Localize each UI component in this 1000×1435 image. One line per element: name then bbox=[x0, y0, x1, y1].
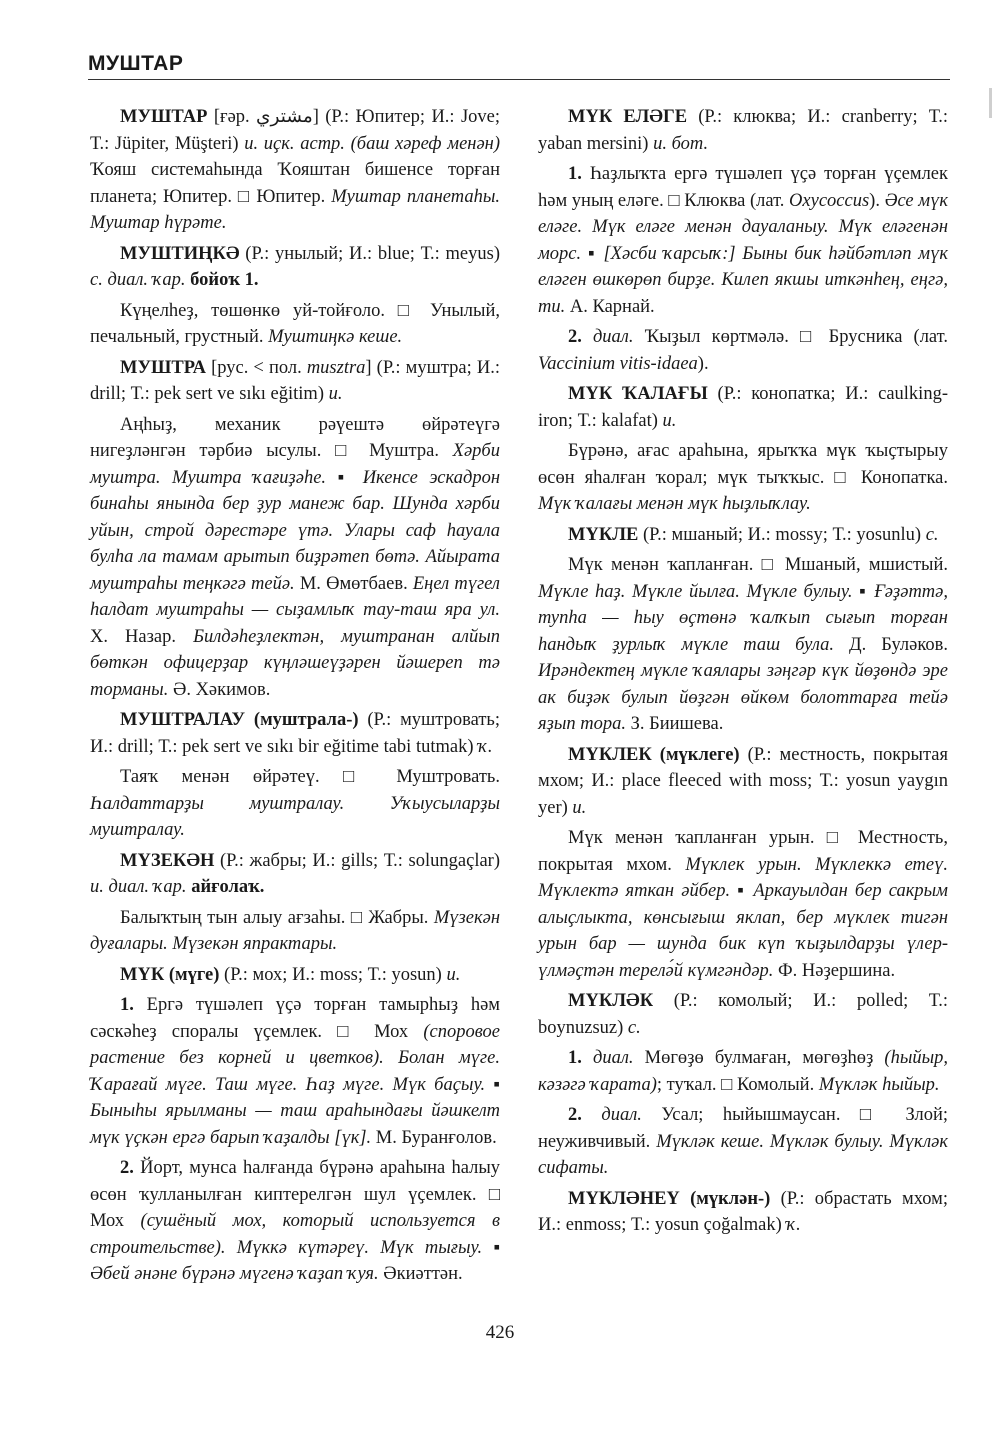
definition: Балыҡтың тын алыу ағзаһы. □ Жабры. bbox=[120, 907, 434, 928]
example: Еңел түгел һалдат муштраһы — сыҙамлыҡ тау-таш яра ул. bbox=[90, 573, 500, 620]
entry-meta: (Р.: комолый; И.: polled; Т.: boynuzsuz) bbox=[538, 991, 948, 1038]
definition: Мүк менән ҡапланған урын. □ Местность, покрытая мхом. bbox=[538, 828, 948, 875]
sense-number: 2. bbox=[568, 1105, 582, 1125]
latin-name: Vaccinium vitis-idaea bbox=[538, 353, 698, 374]
usage-note: (һыйыр, кәзәгә ҡарата) bbox=[538, 1048, 948, 1095]
grammar-label: и. bbox=[572, 797, 587, 818]
sense bbox=[538, 825, 948, 984]
definition: Бүрәнә, ағас араһына, ярыҡҡа мүк ҡыҫтырыу өсөн яһалған ҡорал; мүк тыҡҡыс. □ Конопатка. bbox=[538, 441, 948, 488]
definition: Һаҙлыҡта ергә түшәлеп үҫә торған үҫемлек һәм уның еләге. □ Клюква (лат. bbox=[538, 164, 948, 211]
entry-muk bbox=[90, 962, 500, 989]
source: Д. Буләков. bbox=[834, 634, 949, 655]
entry-meta: [ғәр. مشتري] (Р.: Юпитер; И.: Jove; Т.: Jüpiter, Müşteri) bbox=[90, 107, 500, 154]
entry-meta: (Р.: унылый; И.: blue; Т.: meyus) bbox=[239, 243, 500, 264]
example: Мүзекән дуғалары. Мүзекән япрактары. bbox=[90, 907, 500, 954]
cross-reference: бойоҡ 1. bbox=[185, 270, 259, 290]
example: Муштиңкә кеше. bbox=[268, 327, 403, 347]
entry-meta: (Р.: жабры; И.: gills; Т.: solungaçlar) bbox=[214, 850, 500, 871]
page-number: 426 bbox=[485, 1322, 515, 1343]
definition: Күңелһеҙ, төшөнкө уй-тойғоло. □ Унылый, печальный, грустный. bbox=[90, 300, 500, 347]
sense bbox=[90, 298, 500, 351]
grammar-label: ҡ. bbox=[786, 1215, 801, 1235]
entry-meta: ] (Р.: муштра; И.: drill; Т.: pek sert ve sıkı eğitim) bbox=[90, 357, 500, 404]
cross-reference: айғолаҡ. bbox=[186, 877, 265, 897]
entry-mushtinke bbox=[90, 241, 500, 294]
entry-mushtar bbox=[90, 104, 500, 237]
entry-muzeken bbox=[90, 848, 500, 901]
headword: МУШТАР bbox=[120, 107, 208, 127]
entry-mushtralau bbox=[90, 707, 500, 760]
entry-meta: (Р.: клюква; И.: cranberry; Т.: yaban mersini) bbox=[538, 107, 948, 154]
grammar-label: и. диал. ҡар. bbox=[90, 877, 187, 897]
sense-number: 1. bbox=[568, 1048, 582, 1068]
headword: МҮК (мүге) bbox=[120, 964, 220, 985]
sense-2 bbox=[538, 1102, 948, 1182]
definition: Ҡыҙыл көртмәлә. □ Брусника (лат. bbox=[633, 327, 948, 347]
grammar-label: и. бот. bbox=[653, 133, 709, 154]
example: Муштар планетаһы. Муштар һүрәте. bbox=[90, 186, 501, 233]
sense-1 bbox=[538, 1045, 948, 1098]
entry-mushtra bbox=[90, 355, 500, 408]
example: Мүк ҡалағы менән мүк һыҙлыҡлау. bbox=[538, 494, 811, 514]
grammar-label: ҡ. bbox=[478, 736, 493, 757]
left-column bbox=[90, 104, 500, 1292]
headword: МҮК ЕЛӘГЕ bbox=[568, 107, 688, 127]
definition: Мөгөҙө булмаған, мөгөҙһөҙ bbox=[633, 1048, 885, 1068]
example: Мүкләк һыйыр. bbox=[818, 1074, 940, 1095]
example: Мүкләк кеше. Мүкләк булыу. Мүкләк сифаты. bbox=[538, 1131, 948, 1178]
grammar-label: с. диал. ҡар. bbox=[90, 270, 186, 290]
latin-name: Oxycoccus bbox=[789, 190, 870, 211]
headword: МУШТРАЛАУ (муштрала-) bbox=[120, 710, 359, 730]
grammar-label: с. bbox=[925, 524, 939, 545]
entry-meta: [рус. < пол. bbox=[206, 357, 307, 378]
source: Х. Назар. bbox=[90, 626, 194, 647]
example: Һалдаттарҙы муштралау. Уҡыусыларҙы муштралау. bbox=[90, 793, 500, 840]
usage-note: (баш хәреф менән) bbox=[350, 133, 501, 154]
sense bbox=[90, 764, 500, 844]
example: Болан мүге. Ҡарағай мүге. Таш мүге. Һаҙ мүге. Мүк баҫыу. ▪ Быныһы ярылманы — таш араһындағы йәшкелт мүк үҫкән ергә барып ҡаҙалды [үк]. bbox=[90, 1048, 500, 1148]
grammar-label: с. bbox=[627, 1017, 641, 1038]
sense-2 bbox=[538, 324, 948, 377]
headword: МҮКЛЕК (мүклеге) bbox=[568, 744, 740, 765]
grammar-label: и. bbox=[662, 410, 677, 431]
headword: МҮКЛӘНЕҮ (мүклән-) bbox=[568, 1188, 771, 1209]
sense bbox=[538, 552, 948, 738]
entry-muk-kalagy bbox=[538, 381, 948, 434]
entry-muklek-polled bbox=[538, 988, 948, 1041]
definition: Усал; һыйышмаусан. □ Злой; неуживчивый. bbox=[538, 1105, 948, 1152]
headword: МҮКЛӘК bbox=[568, 991, 654, 1011]
header-rule bbox=[88, 79, 950, 80]
sense-1 bbox=[538, 161, 948, 320]
headword: МУШТРА bbox=[120, 357, 206, 378]
sense-number: 2. bbox=[568, 327, 582, 347]
definition: ; туҡал. □ Комолый. bbox=[656, 1074, 819, 1095]
sense bbox=[538, 438, 948, 518]
definition: ). bbox=[697, 353, 709, 374]
entry-muklek bbox=[538, 742, 948, 822]
usage-note: (сушёный мох, который используется в строительстве). bbox=[90, 1211, 500, 1258]
example: Билдәһеҙлектән, муштранан алйып бөткән офицерҙар күңләшеүҙәрен йәшереп тә торманы. bbox=[90, 626, 500, 700]
definition: Ергә түшәлеп үҫә торған тамырһыҙ һәм сәскәһеҙ споралы үҫемлек. □ Мох bbox=[90, 995, 500, 1042]
entry-muklenew bbox=[538, 1186, 948, 1239]
example: Ирәндектең мүкле ҡаялары зәңгәр күк йөҙөндә эре ак биҙәк булып йөҙгән өйкөм болоттарға тейә яҙып тора. bbox=[538, 661, 948, 734]
source: М. Буранғолов. bbox=[371, 1127, 497, 1148]
sense-2 bbox=[90, 1155, 500, 1288]
source: А. Карнай. bbox=[565, 296, 655, 317]
sense-number: 1. bbox=[568, 164, 582, 184]
sense bbox=[90, 905, 500, 958]
example: Мүккә күтәреү. Мүк тығыу. ▪ Әбей әнәне бүрәнә мүгенә ҡаҙап ҡуя. bbox=[90, 1237, 500, 1284]
source: Ф. Нәҙершина. bbox=[773, 960, 896, 981]
entry-mukle bbox=[538, 522, 948, 549]
grammar-label: и. bbox=[446, 964, 461, 985]
grammar-label: диал. bbox=[581, 1048, 634, 1068]
usage-note: (споровое растение без корней и цветков). bbox=[90, 1021, 500, 1068]
entry-muk-elege bbox=[538, 104, 948, 157]
definition: Аңһыҙ, механик рәүештә өйрәтеүгә нигеҙләнгән тәрбиә ысулы. □ Муштра. bbox=[90, 414, 500, 461]
headword: МҮКЛЕ bbox=[568, 524, 639, 545]
headword: МҮЗЕКӘН bbox=[120, 850, 215, 871]
entry-meta: (Р.: муштровать; И.: drill; Т.: pek sert ve sıkı bir eğitime tabi tutmak) bbox=[90, 710, 500, 757]
etymon: musztra bbox=[306, 357, 366, 378]
sense-number: 1. bbox=[120, 995, 134, 1015]
entry-meta: (Р.: конопатка; И.: caulking-iron; Т.: kalafat) bbox=[538, 384, 948, 431]
sense-number: 2. bbox=[120, 1158, 134, 1178]
example: Мүклек урын. Мүклеккә етеү. Мүклектә яткан әйбер. ▪ Аркауылдан бер сакрым алыҫлыкта, көнсығыш яклап, бер мүклек тигән урын бар — шунда бик күп ҡыҙылдарҙы үлер-үлмәҫтән терелә́й күмгәндәр. bbox=[538, 854, 948, 981]
entry-meta: (Р.: мшаный; И.: mossy; Т.: yosunlu) bbox=[638, 524, 926, 545]
definition: Йорт, мунса һалғанда бүрәнә араһына һалыу өсөн ҡулланылған киптерелгән шул үҫемлек. □ Мох bbox=[90, 1158, 500, 1231]
grammar-label: и. bbox=[328, 384, 343, 404]
headword: МУШТИҢКӘ bbox=[120, 243, 240, 264]
definition: Ҡояш системаһында Ҡояштан бишенсе торған планета; Юпитер. □ Юпитер. bbox=[90, 160, 500, 207]
definition: Мүк менән ҡапланған. □ Мшаный, мшистый. bbox=[568, 555, 948, 575]
entry-meta: (Р.: обрастать мхом; И.: enmoss; Т.: yosun çoğalmak) bbox=[538, 1188, 948, 1235]
grammar-label: и. иҫк. астр. bbox=[244, 133, 345, 154]
right-column bbox=[538, 104, 948, 1243]
running-head: МУШТАР bbox=[88, 52, 184, 75]
headword: МҮК ҠАЛАҒЫ bbox=[568, 384, 708, 404]
source: Әкиәттән. bbox=[378, 1264, 463, 1284]
grammar-label: диал. bbox=[581, 327, 634, 347]
source: М. Өмөтбаев. bbox=[294, 573, 413, 594]
example: Әсе мүк еләге. Мүк еләге менән дауаланыу. Мүк еләгенән морс. ▪ [Хәсби ҡарсыҡ:] Быны бик һәйбәтләп мүк еләген өшкөрөп бирҙе. Килеп якшы иткәнһең, еңгә, ти. bbox=[538, 190, 948, 317]
example: Мүкле һаҙ. Мүкле йылға. Мүкле булыу. ▪ Ғәҙәттә, тупһа — һыу өҫтөнә ҡалҡып сығып торған һандыҡ ҙурлыҡ мүкле таш була. bbox=[538, 581, 948, 655]
definition: Таяҡ менән өйрәтеү. □ Муштровать. bbox=[120, 767, 500, 787]
grammar-label: диал. bbox=[581, 1105, 642, 1125]
example: Хәрби муштра. Муштра ҡағиҙәһе. ▪ Икенсе эскадрон бинаһы янында бер ҙур манеж бар. Шунда хәрби уйын, строй дәрестәре үтә. Улары саф һауала булһа ла тамам арытып биҙрәтеп бөтә. Айырата муштраһы теңкәгә тейә. bbox=[90, 441, 500, 594]
source: З. Биишева. bbox=[625, 714, 724, 734]
sense-1 bbox=[90, 992, 500, 1151]
definition: ). bbox=[869, 190, 885, 211]
entry-meta: (Р.: мох; И.: moss; Т.: yosun) bbox=[219, 964, 447, 985]
scan-edge-mark bbox=[989, 88, 992, 118]
entry-meta: (Р.: местность, покрытая мхом; И.: place fleeced with moss; Т.: yosun yaygın yer) bbox=[538, 744, 948, 818]
source: Ә. Хәкимов. bbox=[168, 679, 271, 700]
sense bbox=[90, 412, 500, 704]
